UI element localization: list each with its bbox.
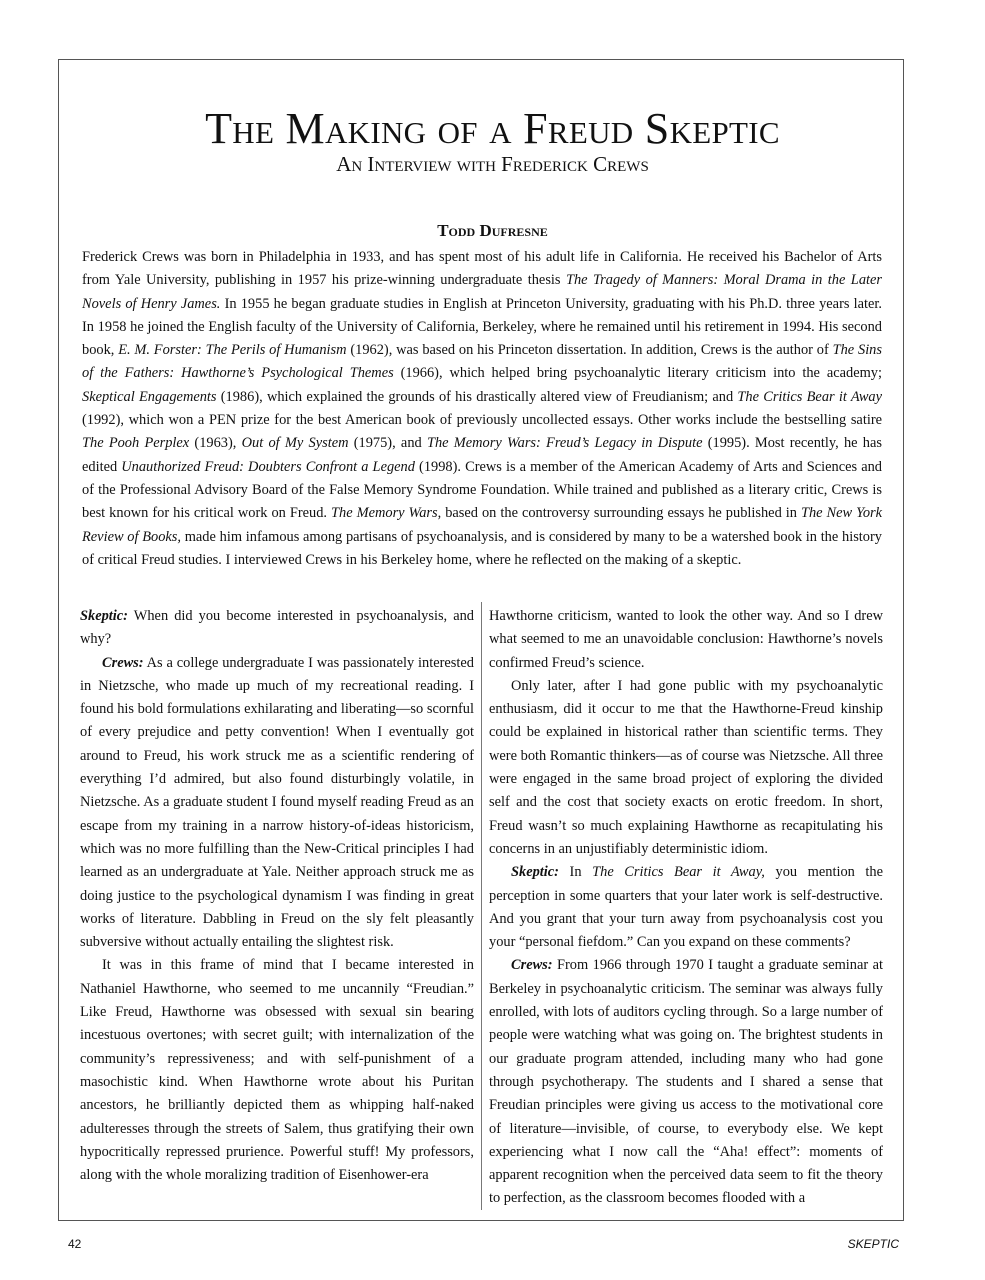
intro-text: (1986), which explained the grounds of his drastically altered view of Freudianism; and [216, 388, 738, 405]
intro-text: (1975), and [348, 435, 427, 452]
intro-text: (1995). Most recently, he has edited [82, 435, 882, 475]
book-title: The Pooh Perplex [82, 435, 190, 452]
intro-paragraph [82, 246, 882, 572]
left-column [80, 605, 474, 1205]
answer-text: As a college undergraduate I was passionately interested in Nietzsche, who made up much of my recreational reading. I found his bold formulations exhilarating and liberating—so scornful of every prejudice and petty convention! When I eventually got around to Freud, his work struck me as a scientific rendering of everything I’d admired, but also found disturbingly volatile, in Nietzsche. As a graduate student I found myself reading Freud as an escape from my training in a narrow history-of-ideas historicism, which was no more fulfilling than the New-Critical principles I had learned as an undergraduate at Yale. Neither approach struck me as doing justice to the psychological dynamism I was finding in great works of literature. Dabbling in Freud on the sly felt pleasantly subversive without actually entailing the slightest risk. [80, 654, 474, 951]
book-title: The Tragedy of Manners: Moral Drama in the Later Novels of Henry James. [82, 272, 882, 312]
intro-text: In 1955 he began graduate studies in English at Princeton University, graduating with his Ph.D. three years later. In 1958 he joined the English faculty of the University of California, Berkeley, where he remained until his retirement in 1994. His second book, [82, 295, 882, 359]
intro-text: (1992), which won a PEN prize for the best American book of previously uncollected essays. Other works include the bestselling satire [82, 412, 882, 429]
speaker-label: Skeptic: [511, 864, 559, 881]
magazine-name: SKEPTIC [847, 1237, 899, 1251]
article-title: The Making of a Freud Skeptic [205, 104, 780, 153]
speaker-label: Crews: [102, 654, 144, 671]
book-title: The Critics Bear it Away, [592, 864, 765, 881]
article-author: Todd Dufresne [437, 221, 548, 240]
book-title: The Critics Bear it Away [737, 388, 883, 405]
intro-text: (1963), [189, 435, 242, 452]
book-title: The Sins of the Fathers: Hawthorne’s Psychological Themes [82, 342, 882, 382]
answer-text: From 1966 through 1970 I taught a graduate seminar at Berkeley in psychoanalytic criticism. The seminar was always fully enrolled, with lots of auditors cycling through. So a large number of people were watching what was going on. The brightest students in our graduate program attended, including many who had gone through psychotherapy. The students and I shared a sense that Freudian principles were giving us access to the motivational core of literature—invisible, of course, to everybody else. We kept experiencing what I now call the “Aha! effect”: moments of apparent recognition when the perceived data seem to fit the theory to perfection, as the classroom becomes flooded with a [489, 957, 883, 1205]
answer-1-paragraph-2-continued: Hawthorne criticism, wanted to look the other way. And so I drew what seemed to me an unavoidable conclusion: Hawthorne’s novels confirmed Freud’s science. [489, 608, 883, 671]
book-title: The Memory Wars: Freud’s Legacy in Dispute [426, 435, 703, 452]
page-number: 42 [68, 1237, 82, 1251]
intro-text: (1962), was based on his Princeton dissertation. In addition, Crews is the author of [346, 342, 833, 359]
question-text: In [558, 864, 593, 881]
question-1 [80, 605, 474, 652]
answer-1-paragraph-2: It was in this frame of mind that I became interested in Nathaniel Hawthorne, who seemed to me uncannily “Freudian.” Like Freud, Hawthorne was obsessed with sexual sin bearing incestuous overtones; with secret guilt; with internalization of the community’s repressiveness; and with self-punishment of a masochistic kind. When Hawthorne wrote about his Puritan ancestors, he brilliantly depicted them as whipping half-naked adulteresses through the streets of Salem, thus gratifying their own hypocritically repressed prurience. Powerful stuff! My professors, along with the whole moralizing tradition of Eisenhower-era [80, 957, 474, 1184]
book-title: Skeptical Engagements [82, 388, 217, 405]
speaker-label: Crews: [511, 957, 553, 974]
book-title: Out of My System [241, 435, 349, 452]
book-title: Unauthorized Freud: Doubters Confront a Legend [121, 458, 415, 475]
column-divider [481, 602, 482, 1210]
question-text: you mention the perception in some quarters that your later work is self-destructive. And you grant that your turn away from psychoanalysis cost you your “personal fiefdom.” Can you expand on these comments? [489, 864, 883, 951]
answer-1-paragraph-3: Only later, after I had gone public with my psychoanalytic enthusiasm, did it occur to me that the Hawthorne-Freud kinship could be explained in historical rather than scientific terms. They were both Romantic thinkers—as of course was Nietzsche. All three were engaged in the same broad project of exploring the divided self and the cost that society exacts on erotic freedom. In short, Freud wasn’t so much explaining Hawthorne as recapitulating his concerns in an unjustifiably deterministic idiom. [489, 677, 883, 857]
right-column [489, 605, 883, 1205]
book-title: The New York Review of Books, [82, 505, 883, 545]
book-title: E. M. Forster: The Perils of Humanism [118, 342, 347, 359]
answer-1 [80, 652, 474, 955]
answer-2 [489, 954, 883, 1205]
question-2 [489, 861, 883, 954]
intro-text: (1998). Crews is a member of the American Academy of Arts and Sciences and of the Professional Advisory Board of the False Memory Syndrome Foundation. While trained and published as a literary critic, Crews is best known for his critical work on Freud. [82, 458, 882, 522]
book-title: The Memory Wars [331, 505, 438, 522]
speaker-label: Skeptic: [80, 608, 128, 624]
intro-text: , based on the controversy surrounding essays he published in [437, 505, 801, 522]
intro-text: made him infamous among partisans of psychoanalysis, and is considered by many to be a watershed book in the history of critical Freud studies. I interviewed Crews in his Berkeley home, where he reflected on the making of a skeptic. [82, 528, 882, 568]
article-subtitle: An Interview with Frederick Crews [336, 152, 649, 176]
question-text: When did you become interested in psychoanalysis, and why? [80, 608, 474, 648]
intro-text: (1966), which helped bring psychoanalytic literary criticism into the academy; [393, 365, 882, 382]
intro-text: Frederick Crews was born in Philadelphia in 1933, and has spent most of his adult life in California. He received his Bachelor of Arts from Yale University, publishing in 1957 his prize-winning undergraduate thesis [82, 249, 882, 289]
